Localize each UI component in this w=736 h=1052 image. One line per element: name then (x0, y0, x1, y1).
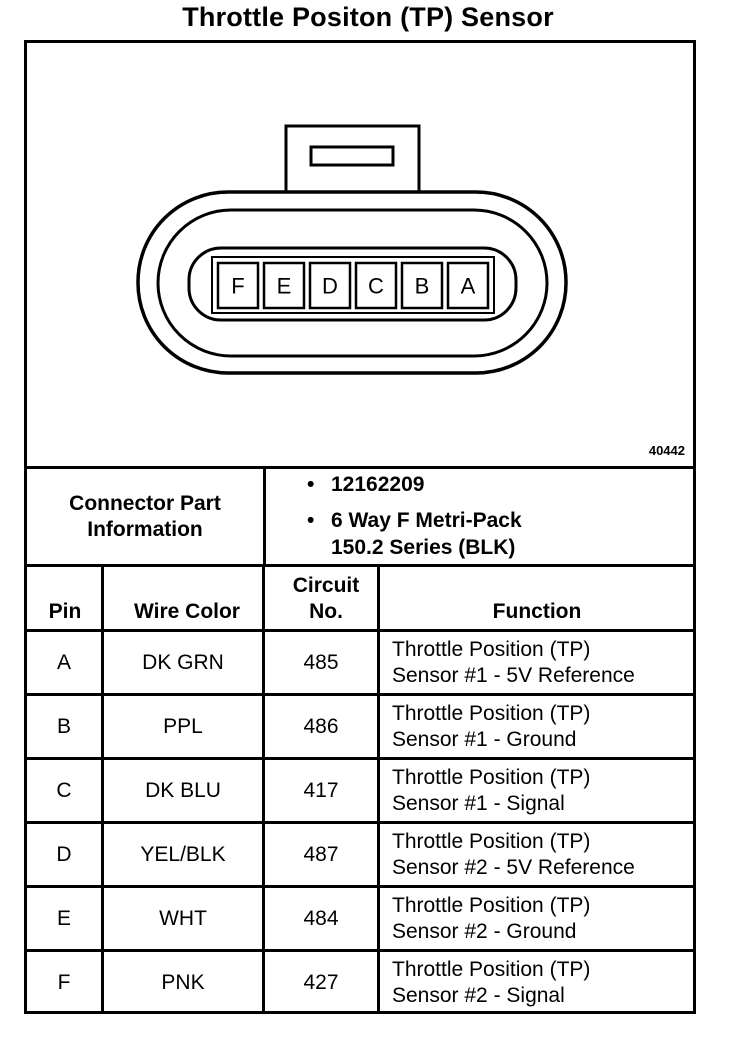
function-line1: Throttle Position (TP) (392, 637, 591, 661)
wire-color-cell: WHT (159, 906, 207, 930)
part-number: • 12162209 (307, 471, 687, 498)
connector-part-info (287, 471, 687, 561)
function-cell (380, 824, 693, 885)
circuit-cell: 427 (303, 970, 339, 994)
header-function: Function (492, 600, 582, 623)
table-row (27, 824, 693, 885)
cavity-label: D (322, 273, 338, 299)
circuit-cell: 484 (303, 906, 339, 930)
wire-color-cell: DK BLU (145, 778, 221, 802)
function-line1: Throttle Position (TP) (392, 957, 591, 981)
function-line1: Throttle Position (TP) (392, 893, 591, 917)
connector-diagram (27, 43, 693, 466)
pin-cell: E (56, 906, 71, 930)
cavity-label: C (368, 273, 384, 299)
function-line2: Sensor #2 - Signal (392, 983, 565, 1007)
header-circuit (271, 573, 381, 625)
cavity-label: A (460, 273, 476, 299)
connector-part-label (27, 469, 263, 564)
function-line2: Sensor #1 - Signal (392, 791, 565, 815)
table-row (27, 888, 693, 949)
function-line2: Sensor #1 - Ground (392, 727, 577, 751)
part-description (307, 507, 687, 561)
function-cell (380, 696, 693, 757)
function-line1: Throttle Position (TP) (392, 765, 591, 789)
function-cell (380, 888, 693, 949)
circuit-cell: 485 (303, 650, 339, 674)
function-line2: Sensor #2 - 5V Reference (392, 855, 635, 879)
connector-part-label-line1: Connector Part (69, 491, 221, 515)
function-line1: Throttle Position (TP) (392, 701, 591, 725)
header-circuit-line1: Circuit (292, 574, 360, 597)
function-line2: Sensor #1 - 5V Reference (392, 663, 635, 687)
pin-cell: A (56, 650, 71, 674)
function-line2: Sensor #2 - Ground (392, 919, 577, 943)
wire-color-cell: YEL/BLK (140, 842, 226, 866)
pin-cell: D (56, 842, 72, 866)
header-wire-color: Wire Color (134, 600, 240, 623)
page-title: Throttle Positon (TP) Sensor (182, 2, 554, 32)
wire-color-cell: PPL (163, 714, 203, 738)
circuit-cell: 486 (303, 714, 339, 738)
part-description-line1: 6 Way F Metri-Pack (331, 509, 522, 532)
connector-part-label-line2: Information (87, 517, 203, 541)
header-pin: Pin (48, 600, 82, 623)
function-cell (380, 952, 693, 1013)
function-cell (380, 760, 693, 821)
circuit-cell: 417 (303, 778, 339, 802)
wire-color-cell: PNK (161, 970, 205, 994)
function-line1: Throttle Position (TP) (392, 829, 591, 853)
divider (263, 466, 266, 566)
cavity-label: B (414, 273, 430, 299)
table-row (27, 696, 693, 757)
connector-info-sheet (24, 40, 696, 1014)
connector-lock-slot (311, 147, 393, 165)
figure-id: 40442 (648, 443, 685, 458)
pin-cell: C (56, 778, 72, 802)
pin-cell: F (57, 970, 71, 994)
circuit-cell: 487 (303, 842, 339, 866)
cavity-label: E (276, 273, 292, 299)
part-description-line2: 150.2 Series (BLK) (331, 536, 516, 559)
header-circuit-line2: No. (309, 600, 343, 623)
function-cell (380, 632, 693, 693)
pin-cell: B (56, 714, 71, 738)
table-row (27, 952, 693, 1013)
cavity-label: F (231, 273, 245, 299)
connector-drawing (27, 43, 693, 466)
table-row (27, 632, 693, 693)
divider (27, 564, 693, 567)
wire-color-cell: DK GRN (142, 650, 224, 674)
table-row (27, 760, 693, 821)
